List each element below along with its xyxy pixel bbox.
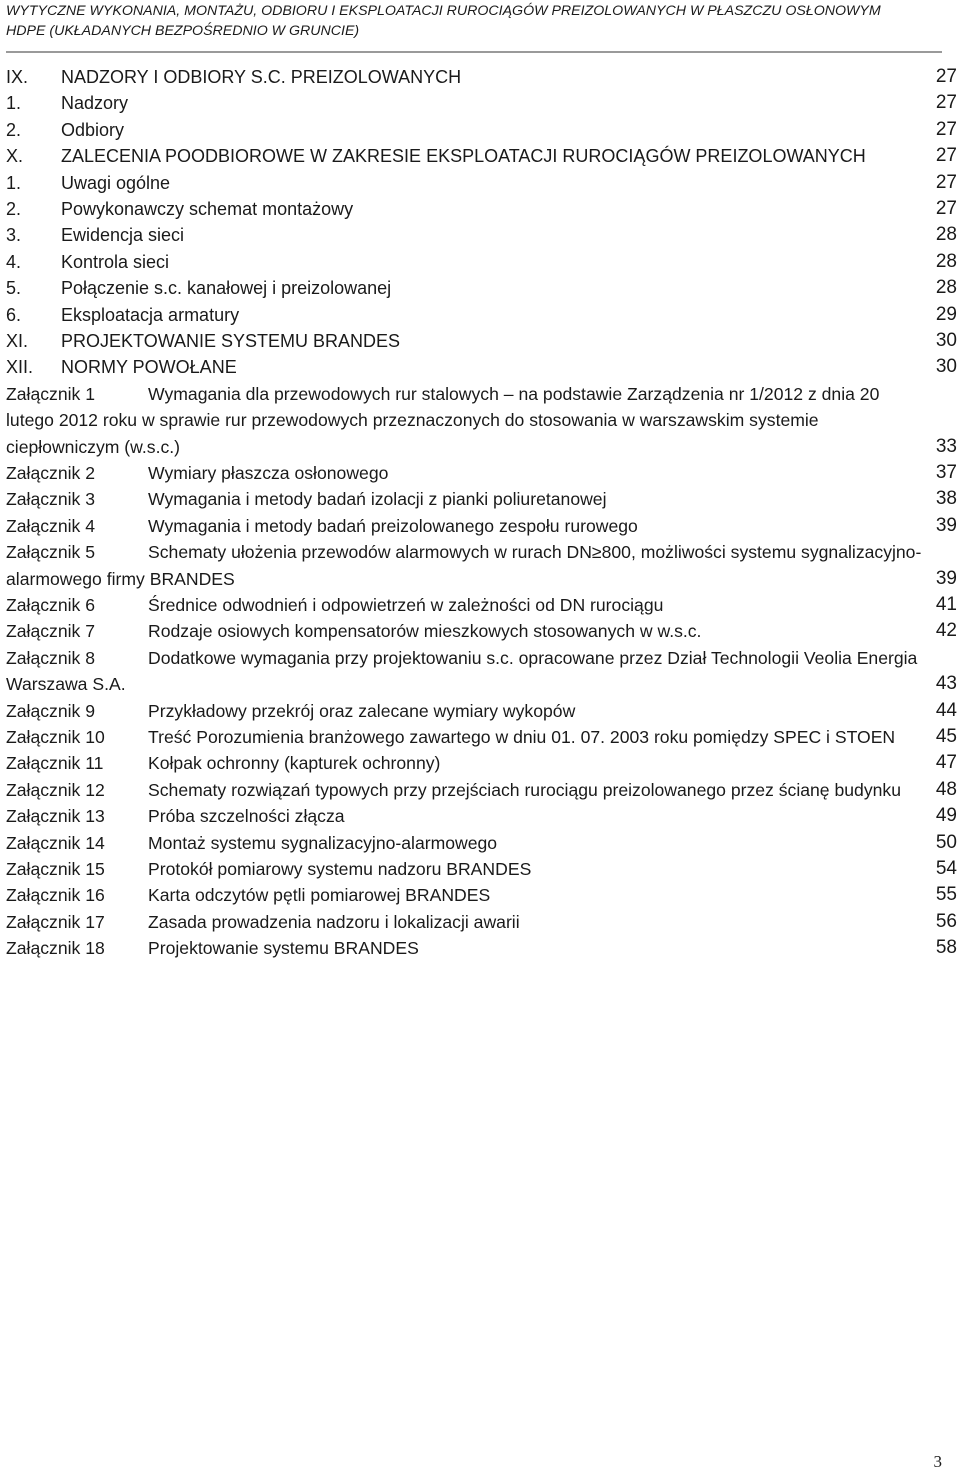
toc-page: 30 <box>935 329 957 351</box>
toc-row[interactable] <box>6 64 957 90</box>
attachment-label: Załącznik 18 <box>6 938 105 959</box>
attachment-page: 48 <box>935 778 957 800</box>
toc-title: Kontrola sieci <box>61 251 170 272</box>
running-header <box>6 0 946 41</box>
attachment-row[interactable] <box>6 724 957 750</box>
toc-number: X. <box>6 146 24 167</box>
toc-row[interactable] <box>6 354 957 380</box>
attachment-page: 49 <box>935 805 957 827</box>
attachment-label: Załącznik 15 <box>6 859 105 879</box>
attachment-page: 54 <box>935 858 957 879</box>
attachment-title: Wymagania dla przewodowych rur stalowych – na podstawie Zarządzenia nr 1/2012 z dnia 20 lutego 2012 roku w sprawie rur przewodowych przeznaczonych do stosowania w warszawskim systemie ciepłowniczym (w.s.c.) <box>6 383 880 457</box>
attachment-title: Montaż systemu sygnalizacyjno-alarmowego <box>148 832 498 853</box>
attachment-label: Załącznik 6 <box>6 594 95 615</box>
attachment-row[interactable] <box>6 460 957 486</box>
table-of-contents <box>6 64 957 962</box>
toc-page: 28 <box>935 277 957 299</box>
attachment-label: Załącznik 14 <box>6 832 105 853</box>
attachment-page: 37 <box>935 461 957 483</box>
attachment-label: Załącznik 13 <box>6 806 105 827</box>
attachment-row[interactable] <box>6 882 957 908</box>
attachment-label: Załącznik 16 <box>6 885 105 906</box>
attachment-page: 50 <box>935 831 957 853</box>
toc-page: 29 <box>935 303 957 325</box>
toc-number: 6. <box>6 304 22 325</box>
attachment-title: Karta odczytów pętli pomiarowej BRANDES <box>148 885 491 906</box>
attachment-title: Wymagania i metody badań preizolowanego zespołu rurowego <box>148 515 638 536</box>
toc-row[interactable] <box>6 275 957 301</box>
attachment-label: Załącznik 5 <box>6 542 95 563</box>
attachment-page: 38 <box>935 488 957 510</box>
toc-title: Powykonawczy schemat montażowy <box>61 198 354 219</box>
attachment-row[interactable] <box>6 486 957 512</box>
toc-number: 4. <box>6 251 22 272</box>
attachment-page: 43 <box>935 673 957 695</box>
toc-attachments <box>6 381 957 962</box>
toc-title: Odbiory <box>61 119 125 140</box>
attachment-page: 45 <box>935 725 957 747</box>
attachment-title: Kołpak ochronny (kapturek ochronny) <box>148 753 441 774</box>
toc-row[interactable] <box>6 117 957 143</box>
attachment-page: 47 <box>935 752 957 774</box>
attachment-page: 55 <box>935 884 957 906</box>
header-divider <box>6 51 942 53</box>
toc-row[interactable] <box>6 302 957 328</box>
page-number: 3 <box>933 1452 942 1471</box>
toc-title: Uwagi ogólne <box>61 172 171 193</box>
attachment-page: 44 <box>935 699 957 721</box>
attachment-title: Przykładowy przekrój oraz zalecane wymiary wykopów <box>148 700 576 721</box>
attachment-label: Załącznik 12 <box>6 779 105 800</box>
attachment-row[interactable] <box>6 909 957 935</box>
attachment-row[interactable] <box>6 698 957 724</box>
toc-number: 2. <box>6 119 22 140</box>
toc-number: 1. <box>6 93 22 114</box>
attachment-label: Załącznik 2 <box>6 462 95 483</box>
toc-title: Ewidencja sieci <box>61 225 185 246</box>
attachment-title: Średnice odwodnień i odpowietrzeń w zależności od DN rurociągu <box>148 594 664 615</box>
toc-page: 27 <box>935 171 957 193</box>
toc-page: 27 <box>935 92 957 114</box>
attachment-title: Zasada prowadzenia nadzoru i lokalizacji awarii <box>148 911 520 932</box>
toc-title: NADZORY I ODBIORY S.C. PREIZOLOWANYCH <box>61 67 462 87</box>
toc-number: 5. <box>6 278 22 299</box>
toc-row[interactable] <box>6 328 957 354</box>
attachment-row[interactable] <box>6 513 957 539</box>
attachment-label: Załącznik 1 <box>6 383 95 404</box>
toc-page: 30 <box>935 356 957 378</box>
toc-page: 28 <box>935 250 957 272</box>
attachment-page: 33 <box>935 435 957 457</box>
attachment-title: Schematy ułożenia przewodów alarmowych w rurach DN≥800, możliwości systemu sygnalizacyjno-alarmowego firmy BRANDES <box>6 542 922 589</box>
attachment-title: Próba szczelności złącza <box>148 806 345 827</box>
toc-title: ZALECENIA POODBIOROWE W ZAKRESIE EKSPLOATACJI RUROCIĄGÓW PREIZOLOWANYCH <box>61 146 866 167</box>
attachment-title: Schematy rozwiązań typowych przy przejściach rurociągu preizolowanego przez ścianę budynku <box>148 779 901 800</box>
toc-number: 3. <box>6 225 22 246</box>
toc-title: Połączenie s.c. kanałowej i preizolowanej <box>61 278 392 299</box>
toc-number: XI. <box>6 330 29 351</box>
attachment-label: Załącznik 11 <box>6 753 104 774</box>
attachment-title: Wymagania i metody badań izolacji z pianki poliuretanowej <box>148 489 607 510</box>
toc-sections <box>6 64 957 381</box>
attachment-row[interactable] <box>6 645 957 698</box>
toc-page: 28 <box>935 224 957 246</box>
toc-title: NORMY POWOŁANE <box>61 357 237 378</box>
toc-title: Nadzory <box>61 93 129 114</box>
attachment-title: Dodatkowe wymagania przy projektowaniu s.c. opracowane przez Dział Technologii Veolia Energia Warszawa S.A. <box>6 647 918 695</box>
attachment-title: Projektowanie systemu BRANDES <box>148 938 419 959</box>
toc-number: 1. <box>6 172 22 193</box>
attachment-label: Załącznik 9 <box>6 700 95 721</box>
toc-page: 27 <box>935 197 957 219</box>
attachment-title: Protokół pomiarowy systemu nadzoru BRANDES <box>148 859 532 879</box>
attachment-row[interactable] <box>6 618 957 644</box>
attachment-label: Załącznik 10 <box>6 726 105 747</box>
attachment-page: 42 <box>935 620 957 642</box>
toc-row[interactable] <box>6 170 957 196</box>
toc-number: XII. <box>6 357 34 378</box>
attachment-row[interactable] <box>6 381 957 460</box>
attachment-row[interactable] <box>6 777 957 803</box>
toc-page: 27 <box>935 145 957 167</box>
attachment-title: Rodzaje osiowych kompensatorów mieszkowych stosowanych w w.s.c. <box>148 621 702 642</box>
toc-number: 2. <box>6 198 22 219</box>
header-line-1: WYTYCZNE WYKONANIA, MONTAŻU, ODBIORU I EKSPLOATACJI RUROCIĄGÓW PREIZOLOWANYCH W PŁASZCZU OSŁONOWYM <box>6 3 881 19</box>
attachment-label: Załącznik 3 <box>6 489 95 510</box>
attachment-page: 39 <box>935 567 957 589</box>
header-line-2: HDPE (UKŁADANYCH BEZPOŚREDNIO W GRUNCIE) <box>6 23 360 39</box>
attachment-page: 58 <box>935 937 957 959</box>
attachment-row[interactable] <box>6 830 957 856</box>
toc-page: 27 <box>935 66 957 87</box>
attachment-title: Treść Porozumienia branżowego zawartego w dniu 01. 07. 2003 roku pomiędzy SPEC i STOEN <box>148 726 896 747</box>
toc-page: 27 <box>935 118 957 140</box>
attachment-label: Załącznik 4 <box>6 515 95 536</box>
toc-row[interactable] <box>6 143 957 169</box>
attachment-label: Załącznik 17 <box>6 911 105 932</box>
toc-row[interactable] <box>6 196 957 222</box>
attachment-page: 41 <box>935 593 957 615</box>
attachment-label: Załącznik 7 <box>6 621 95 642</box>
attachment-row[interactable] <box>6 592 957 618</box>
toc-row[interactable] <box>6 90 957 116</box>
toc-title: PROJEKTOWANIE SYSTEMU BRANDES <box>61 330 401 351</box>
attachment-title: Wymiary płaszcza osłonowego <box>148 462 389 483</box>
toc-row[interactable] <box>6 222 957 248</box>
toc-number: IX. <box>6 67 29 87</box>
attachment-label: Załącznik 8 <box>6 647 95 668</box>
attachment-page: 39 <box>935 514 957 536</box>
attachment-row[interactable] <box>6 935 957 961</box>
attachment-row[interactable] <box>6 803 957 829</box>
toc-title: Eksploatacja armatury <box>61 304 240 325</box>
attachment-page: 56 <box>935 910 957 932</box>
toc-row[interactable] <box>6 249 957 275</box>
attachment-row[interactable] <box>6 539 957 592</box>
attachment-row[interactable] <box>6 856 957 882</box>
attachment-row[interactable] <box>6 750 957 776</box>
